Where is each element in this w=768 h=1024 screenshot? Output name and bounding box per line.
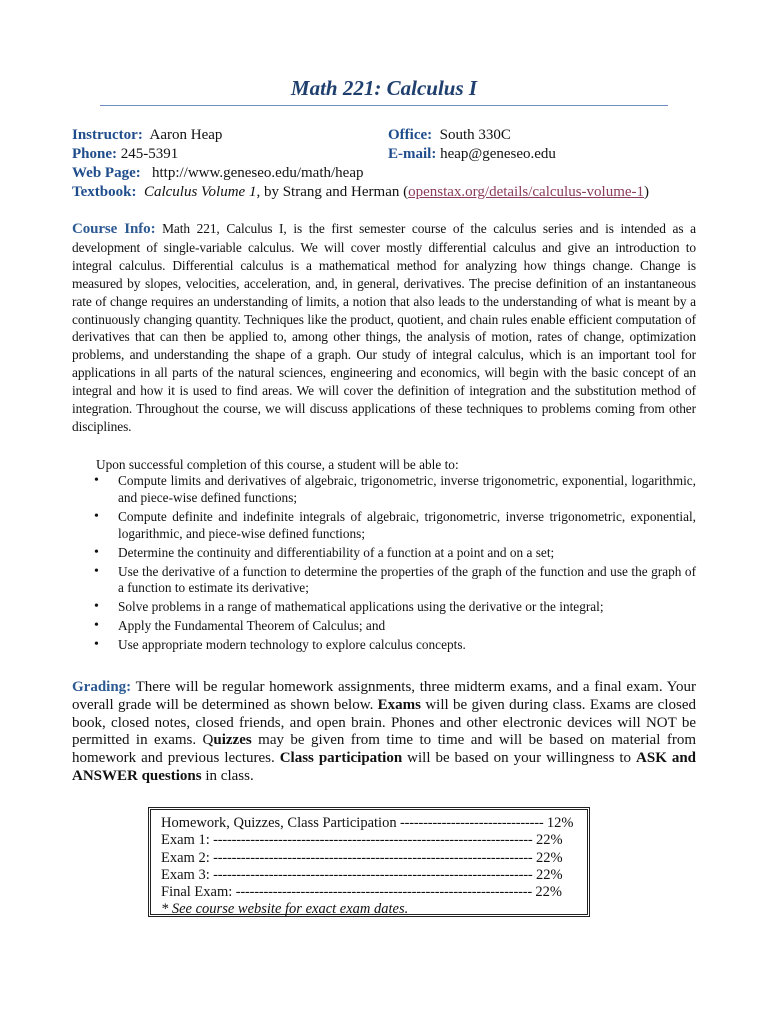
textbook-link[interactable]: openstax.org/details/calculus-volume-1 (408, 184, 645, 200)
list-item: • Solve problems in a range of mathematical applications using the derivative or the integral; (72, 599, 696, 616)
grading-text-3: may be given from time to time and will be based on material from homework and previous lectures. (72, 732, 696, 767)
grade-breakdown-box (148, 807, 590, 917)
grade-item: Final Exam: (161, 884, 233, 901)
grading-label: Grading: (72, 679, 132, 695)
textbook-close: ) (644, 184, 650, 200)
grade-item: Exam 2: (161, 849, 210, 866)
course-info-label: Course Info: (72, 221, 156, 237)
email-label: E-mail: (388, 146, 437, 162)
grading-paragraph (72, 679, 696, 786)
grade-weight: 22% (535, 866, 563, 883)
instructor-label: Instructor: (72, 127, 143, 143)
webpage-value[interactable]: http://www.geneseo.edu/math/heap (152, 165, 364, 181)
grading-text-2: will be given during class. Exams are closed book, closed notes, closed friends, and open brain. Phones and other electronic devices will NOT be permitted in exams. Q (72, 696, 696, 749)
grade-item: Exam 3: (161, 866, 210, 883)
grade-row (161, 867, 577, 884)
grade-weight: 22% (535, 849, 563, 866)
grading-bold-ask-answer: ASK and ANSWER questions (72, 750, 697, 784)
textbook-title: Calculus Volume 1, (143, 184, 261, 200)
phone-row (72, 145, 178, 164)
grade-row (161, 850, 577, 867)
exam-dates-note: * See course website for exact exam dates. (161, 901, 409, 918)
textbook-authors: by Strang and Herman ( (260, 184, 409, 200)
grading-text-1: There will be regular homework assignments, three midterm exams, and a final exam. Your overall grade will be determined as shown below. (72, 679, 696, 713)
title-divider (100, 105, 668, 106)
grade-weight: 12% (546, 815, 574, 831)
grade-dashes: ---------------------------------------------------------------- (232, 884, 536, 901)
grade-row (161, 815, 577, 832)
outcomes-intro: Upon successful completion of this course, a student will be able to: (96, 457, 459, 472)
list-item: • Apply the Fundamental Theorem of Calculus; and (72, 618, 696, 635)
page-title: Math 221: Calculus I (290, 76, 478, 100)
email-row (388, 145, 556, 164)
outcomes-list (72, 473, 696, 656)
grade-weight: 22% (535, 884, 562, 901)
course-info-text: Math 221, Calculus I, is the first semester course of the calculus series and is intended as a development of single-variable calculus. We will cover mostly differential calculus and give an introduction to integral calculus. Differential calculus is a mathematical method for analyzing how things change. Change is measured by slopes, velocities, acceleration, and, in general, derivatives. The precise definition of an instantaneous rate of change requires an understanding of limits, a notion that also leads to the understanding of what is meant by a continuously changing quantity. Techniques like the product, quotient, and chain rules enable efficient computation of derivatives that can then be applied to, among other things, the analysis of motion, rates of change, optimization problems, and understanding the shape of a graph. Our study of integral calculus, which is an important tool for applications in all parts of the natural sciences, engineering and economics, will begin with the basic concept of an integral and how it is used to find areas. We will cover the definition of integration and the substitution method of integration. Throughout the course, we will discuss applications of these techniques to problems coming from other disciplines. (72, 221, 696, 434)
instructor-row (72, 126, 222, 145)
office-value: South 330C (439, 127, 511, 143)
grading-text-4: will be based on your willingness to (402, 750, 637, 767)
instructor-value: Aaron Heap (149, 127, 223, 143)
textbook-label: Textbook: (72, 184, 137, 200)
grade-dashes: --------------------------------------------------------------------- (209, 832, 536, 849)
webpage-row (72, 164, 363, 183)
textbook-row (72, 183, 649, 202)
grading-text-5: in class. (201, 767, 254, 784)
phone-label: Phone: (72, 146, 117, 162)
grade-row (161, 832, 577, 849)
grade-dashes: --------------------------------------------------------------------- (209, 849, 536, 866)
grade-item: Exam 1: (161, 832, 210, 849)
office-label: Office: (388, 127, 433, 143)
grade-dashes: ------------------------------- (396, 815, 547, 831)
course-info-paragraph (72, 220, 696, 436)
email-value[interactable]: heap@geneseo.edu (440, 146, 556, 162)
grade-weight: 22% (535, 832, 563, 849)
grade-item: Homework, Quizzes, Class Participation (161, 815, 397, 831)
grading-bold-quizzes: uizzes (213, 732, 252, 749)
webpage-label: Web Page: (72, 165, 141, 181)
office-row (388, 126, 511, 145)
list-item: • Compute limits and derivatives of algebraic, trigonometric, inverse trigonometric, exponential, logarithmic, and piece-wise defined functions; (72, 473, 696, 507)
list-item: • Determine the continuity and differentiability of a function at a point and on a set; (72, 545, 696, 562)
list-item: • Use the derivative of a function to determine the properties of the graph of the function and use the graph of a function to estimate its derivative; (72, 564, 696, 598)
list-item: • Use appropriate modern technology to explore calculus concepts. (72, 637, 696, 654)
list-item: • Compute definite and indefinite integrals of algebraic, trigonometric, inverse trigonometric, exponential, logarithmic, and piece-wise defined functions; (72, 509, 696, 543)
grading-bold-exams: Exams (377, 696, 421, 713)
phone-value: 245-5391 (120, 146, 179, 162)
grading-bold-participation: Class participation (279, 750, 403, 767)
grade-dashes: --------------------------------------------------------------------- (209, 866, 536, 883)
grade-row (161, 884, 577, 901)
